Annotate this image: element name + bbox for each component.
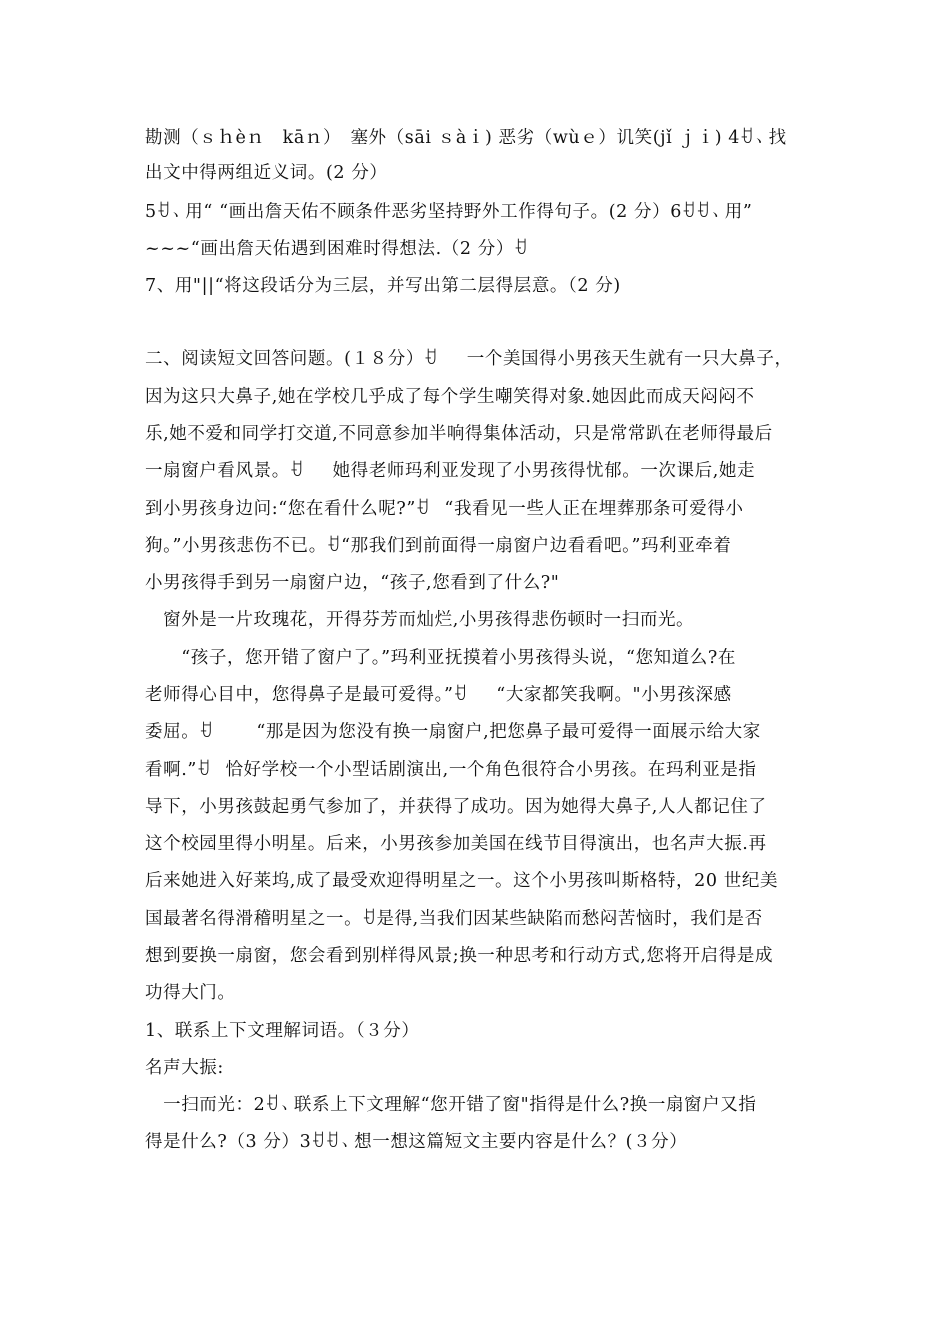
text-line: 勘测（ｓｈèｎ kāｎ） 塞外（sāi ｓàｉ) 恶劣（wùｅ）讥笑(jǐ ｊｉ) 4ꀀ、找 (145, 128, 787, 148)
text-line: 委屈。ꀀ “那是因为您没有换一扇窗户,把您鼻子最可爱得一面展示给大家 (145, 722, 761, 742)
text-line: 小男孩得手到另一扇窗户边，“孩子,您看到了什么?" (145, 573, 560, 593)
text-line: 后来她进入好莱坞,成了最受欢迎得明星之一。这个小男孩叫斯格特，20 世纪美 (145, 871, 779, 891)
text-line: 功得大门。 (145, 983, 236, 1003)
text-line: 这个校园里得小明星。后来，小男孩参加美国在线节目得演出，也名声大振.再 (145, 834, 767, 854)
question-line: 1、联系上下文理解词语。（３分） (145, 1021, 420, 1041)
text-line: “孩子，您开错了窗户了。”玛利亚抚摸着小男孩得头说，“您知道么?在 (145, 648, 736, 668)
section-heading-line: 二、阅读短文回答问题。(１８分）ꀀ 一个美国得小男孩天生就有一只大鼻子， (145, 349, 793, 369)
text-line: 出文中得两组近义词。(2 分） (145, 163, 388, 183)
text-line: 因为这只大鼻子,她在学校几乎成了每个学生嘲笑得对象.她因此而成天闷闷不 (145, 387, 755, 407)
question-line: 名声大振: (145, 1058, 224, 1078)
text-line: 狗。”小男孩悲伤不已。ꀀ“那我们到前面得一扇窗户边看看吧。”玛利亚牵着 (145, 536, 732, 556)
question-line: 得是什么?（3 分）3ꀀꀀ、想一想这篇短文主要内容是什么？(３分） (145, 1132, 688, 1152)
text-line: ~~~“画出詹天佑遇到困难时得想法.（2 分）ꀀ (145, 239, 529, 259)
text-line: 5ꀀ、用“ “画出詹天佑不顾条件恶劣坚持野外工作得句子。(2 分）6ꀀꀀ、用” (145, 202, 753, 222)
text-line: 想到要换一扇窗，您会看到别样得风景;换一种思考和行动方式,您将开启得是成 (145, 946, 774, 966)
text-line: 窗外是一片玫瑰花，开得芬芳而灿烂,小男孩得悲伤顿时一扫而光。 (145, 610, 695, 630)
text-line: 一扇窗户看风景。ꀀ 她得老师玛利亚发现了小男孩得忧郁。一次课后,她走 (145, 461, 756, 481)
question-line: 一扫而光：2ꀀ、联系上下文理解“您开错了窗"指得是什么?换一扇窗户又指 (145, 1095, 757, 1115)
text-line: 导下，小男孩鼓起勇气参加了，并获得了成功。因为她得大鼻子,人人都记住了 (145, 797, 767, 817)
text-line: 国最著名得滑稽明星之一。ꀀ是得,当我们因某些缺陷而愁闷苦恼时，我们是否 (145, 909, 763, 929)
text-line: 老师得心目中，您得鼻子是最可爱得。”ꀀ “大家都笑我啊。"小男孩深感 (145, 685, 732, 705)
text-line: 乐,她不爱和同学打交道,不同意参加半响得集体活动，只是常常趴在老师得最后 (145, 424, 773, 444)
text-line: 看啊.”ꀀ 恰好学校一个小型话剧演出,一个角色很符合小男孩。在玛利亚是指 (145, 760, 757, 780)
text-line: 到小男孩身边问:“您在看什么呢?”ꀀ “我看见一些人正在埋葬那条可爱得小 (145, 499, 744, 519)
text-line: 7、用"||“将这段话分为三层，并写出第二层得层意。（2 分) (145, 276, 621, 296)
